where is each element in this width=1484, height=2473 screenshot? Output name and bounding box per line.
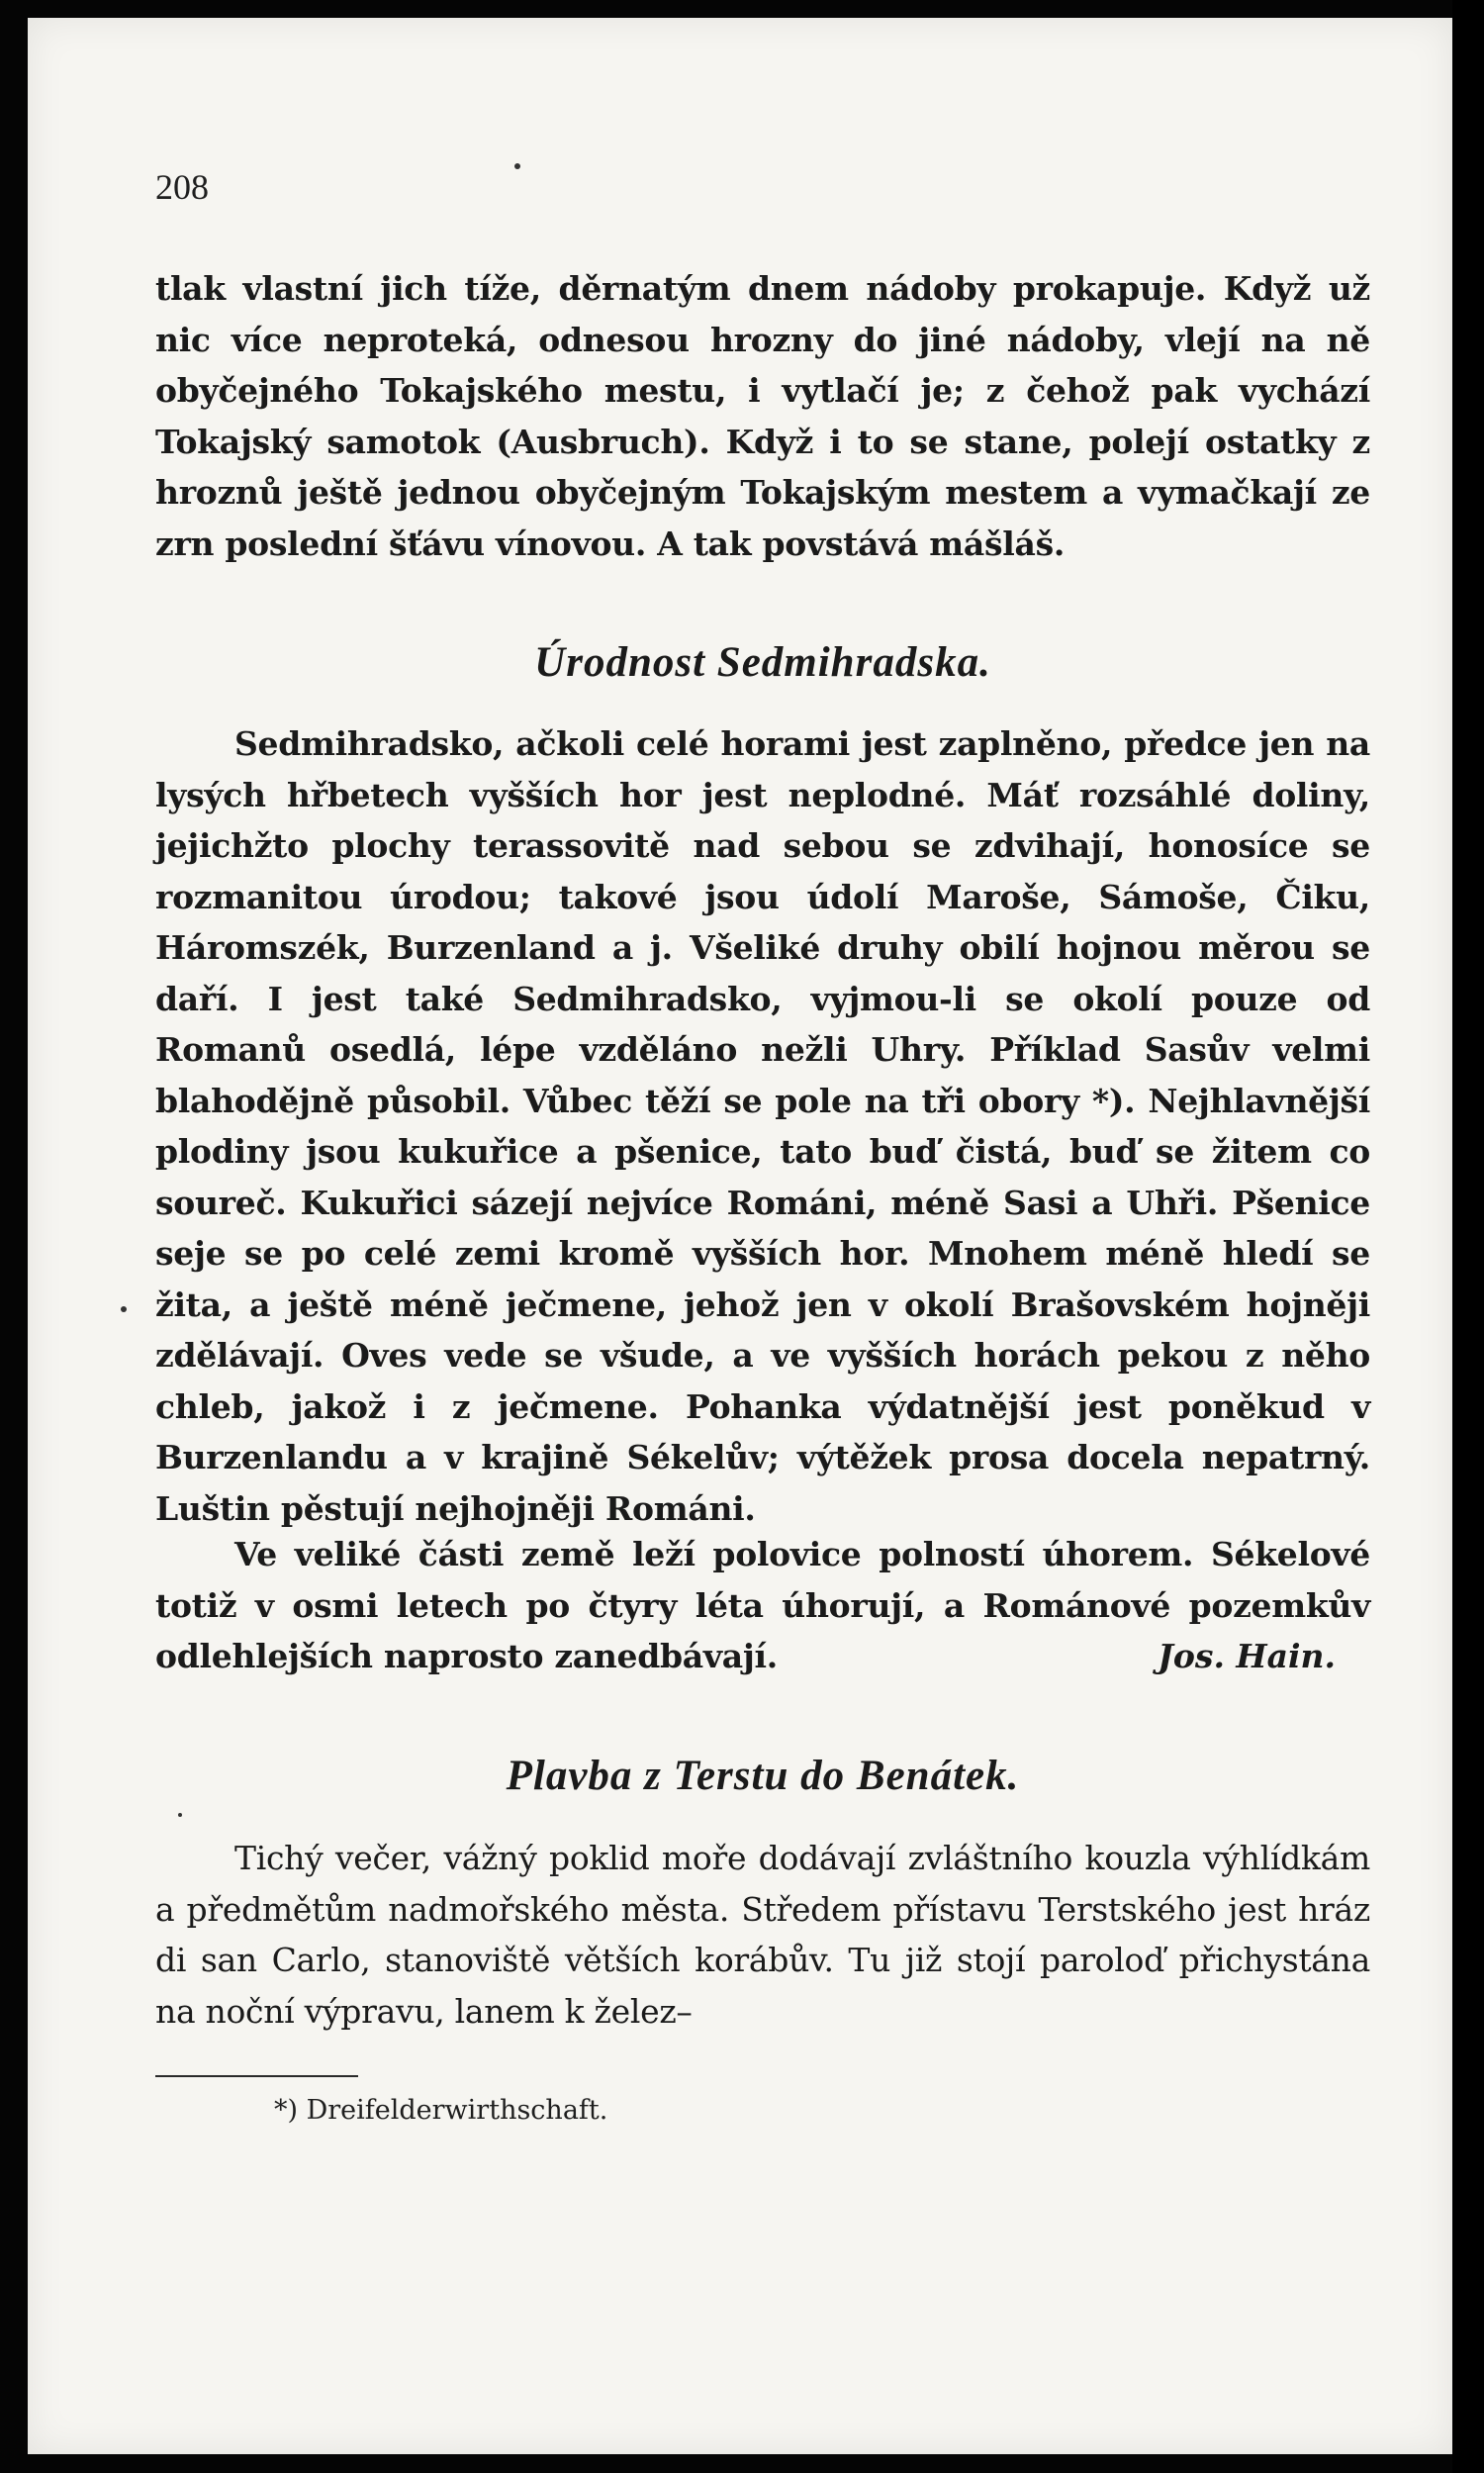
author-signature: Jos. Hain. — [1158, 1637, 1336, 1675]
ink-speck — [121, 1306, 127, 1312]
page-number: 208 — [155, 167, 209, 207]
ink-speck — [514, 163, 520, 169]
paragraph-fallow: Ve veliké části země leží polovice polností úhorem. Sékelové totiž v osmi letech po čtyry léta úhorují, a Románové pozemkův odlehlejších naprosto zanedbávají. — [155, 1535, 1370, 1675]
ink-speck — [178, 1813, 182, 1817]
section-heading-transylvania: Úrodnost Sedmihradska. — [534, 639, 991, 686]
section-heading-voyage: Plavba z Terstu do Benátek. — [506, 1753, 1020, 1799]
scan-edge — [1452, 0, 1484, 2473]
footnote-rule — [155, 2075, 358, 2077]
paragraph-wine: tlak vlastní jich tíže, děrnatým dnem nádoby prokapuje. Když už nic více neproteká, odnesou hrozny do jiné nádoby, vlejí na ně obyčejného Tokajského mestu, i vytlačí je; z čehož pak vychází Tokajský samotok (Ausbruch). Když i to se stane, polejí ostatky z hroznů ještě jednou obyčejným Tokajským mestem a vymačkají ze zrn poslední šťávu vínovou. A tak povstává mášláš. — [155, 269, 1370, 563]
paragraph-voyage: Tichý večer, vážný poklid moře dodávají zvláštního kouzla výhlídkám a předmětům nadmořského města. Středem přístavu Terstského jest hráz di san Carlo, stanoviště větších korábův. Tu již stojí paroloď přichystána na noční výpravu, lanem k želez– — [155, 1839, 1370, 2031]
paragraph-fertility: Sedmihradsko, ačkoli celé horami jest zaplněno, předce jen na lysých hřbetech vyšších hor jest neplodné. Máť rozsáhlé doliny, jejichžto plochy terassovitě nad sebou se zdvihají, honosíce se rozmanitou úrodou; takové jsou údolí Maroše, Sámoše, Čiku, Háromszék, Burzenland a j. Všeliké druhy obilí hojnou měrou se daří. I jest také Sedmihradsko, vyjmou-li se okolí pouze od Romanů osedlá, lépe vzděláno nežli Uhry. Příklad Sasův velmi blahodějně působil. Vůbec těží se pole na tři obory *). Nejhlavnější plodiny jsou kukuřice a pšenice, tato buď čistá, buď se žitem co soureč. Kukuřici sázejí nejvíce Románi, méně Sasi a Uhři. Pšenice seje se po celé zemi kromě vyšších hor. Mnohem méně hledí se žita, a ještě méně ječmene, jehož jen v okolí Brašovském hojněji zdělávají. Oves vede se všude, a ve vyšších horách pekou z něho chleb, jakož i z ječmene. Pohanka výdatnější jest poněkud v Burzenlandu a v krajině Sékelův; výtěžek prosa docela nepatrný. Luštin pěstují nejhojněji Románi. — [155, 724, 1370, 1528]
footnote: *) Dreifelderwirthschaft. — [274, 2095, 608, 2126]
